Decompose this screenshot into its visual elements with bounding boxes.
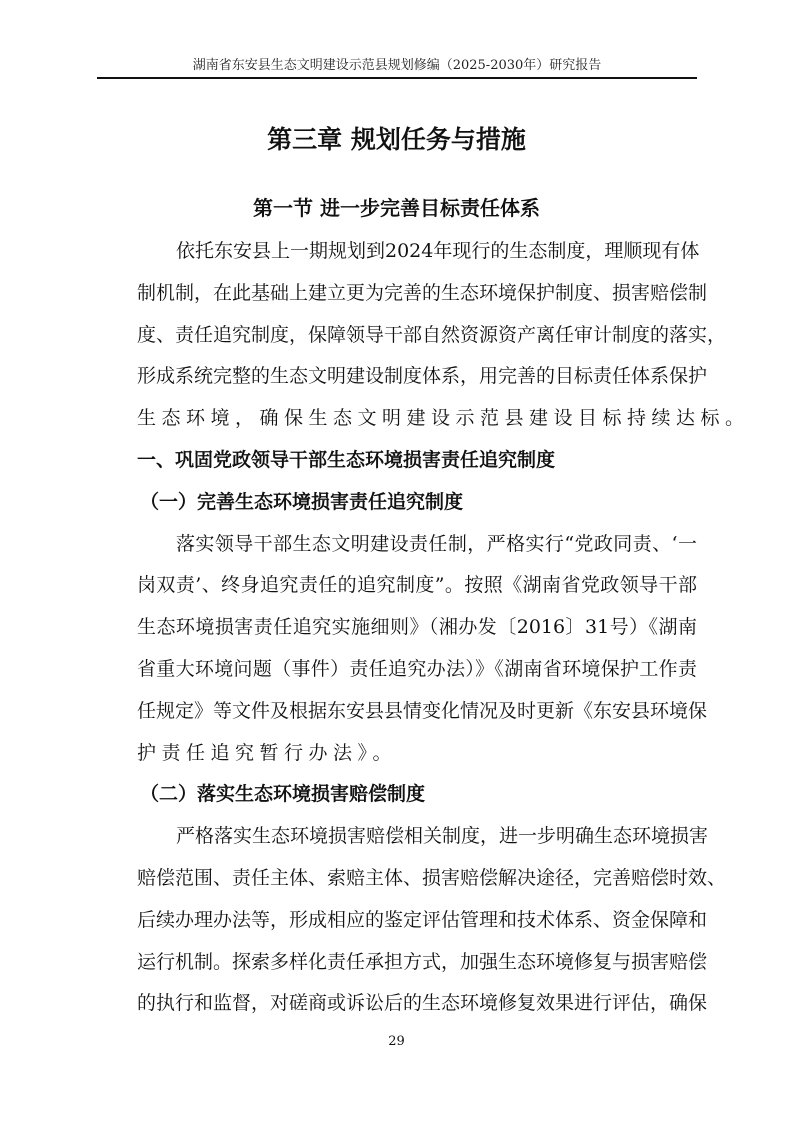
paragraph-line: 赔偿范围、责任主体、索赔主体、损害赔偿解决途径，完善赔偿时效、 [137, 867, 727, 889]
header-rule [97, 77, 697, 79]
subsection-heading: 一、巩固党政领导干部生态环境损害责任追究制度 [137, 449, 556, 471]
paragraph-line: 护责任追究暂行办法》。 [137, 741, 398, 764]
paragraph-line: 制机制，在此基础上建立更为完善的生态环境保护制度、损害赔偿制 [137, 281, 708, 304]
paragraph-line: 省重大环境问题（事件）责任追究办法）》《湖南省环境保护工作责 [137, 658, 697, 680]
paragraph-line: 生态环境损害责任追究实施细则》（湘办发〔2016〕31号）《湖南 [137, 616, 697, 639]
paragraph-line: 任规定》等文件及根据东安县县情变化情况及时更新《东安县环境保 [137, 699, 708, 722]
paragraph-line: 度、责任追究制度，保障领导干部自然资源资产离任审计制度的落实， [137, 323, 727, 346]
paragraph-line: 生态环境，确保生态文明建设示范县建设目标持续达标。 [137, 407, 750, 430]
paragraph-line: 岗双责’、终身追究责任的追究制度”。按照《湖南省党政领导干部 [137, 574, 697, 597]
paragraph-line: 运行机制。探索多样化责任承担方式，加强生态环境修复与损害赔偿 [137, 950, 708, 973]
subsubsection-heading: （一）完善生态环境损害责任追究制度 [140, 490, 464, 513]
paragraph-line: 严格落实生态环境损害赔偿相关制度，进一步明确生态环境损害 [176, 825, 709, 848]
page-number: 29 [388, 1034, 405, 1049]
running-header: 湖南省东安县生态文明建设示范县规划修编（2025-2030年）研究报告 [192, 58, 602, 73]
paragraph-line: 依托东安县上一期规划到2024年现行的生态制度，理顺现有体 [176, 240, 700, 262]
paragraph-line: 落实领导干部生态文明建设责任制，严格实行“党政同责、‘一 [176, 532, 697, 555]
section-title: 第一节 进一步完善目标责任体系 [253, 196, 540, 220]
subsubsection-heading: （二）落实生态环境损害赔偿制度 [140, 783, 426, 806]
chapter-title: 第三章 规划任务与措施 [267, 125, 526, 154]
paragraph-line: 形成系统完整的生态文明建设制度体系，用完善的目标责任体系保护 [137, 365, 708, 388]
paragraph-line: 的执行和监督，对磋商或诉讼后的生态环境修复效果进行评估，确保 [137, 992, 708, 1015]
paragraph-line: 后续办理办法等，形成相应的鉴定评估管理和技术体系、资金保障和 [137, 908, 708, 931]
